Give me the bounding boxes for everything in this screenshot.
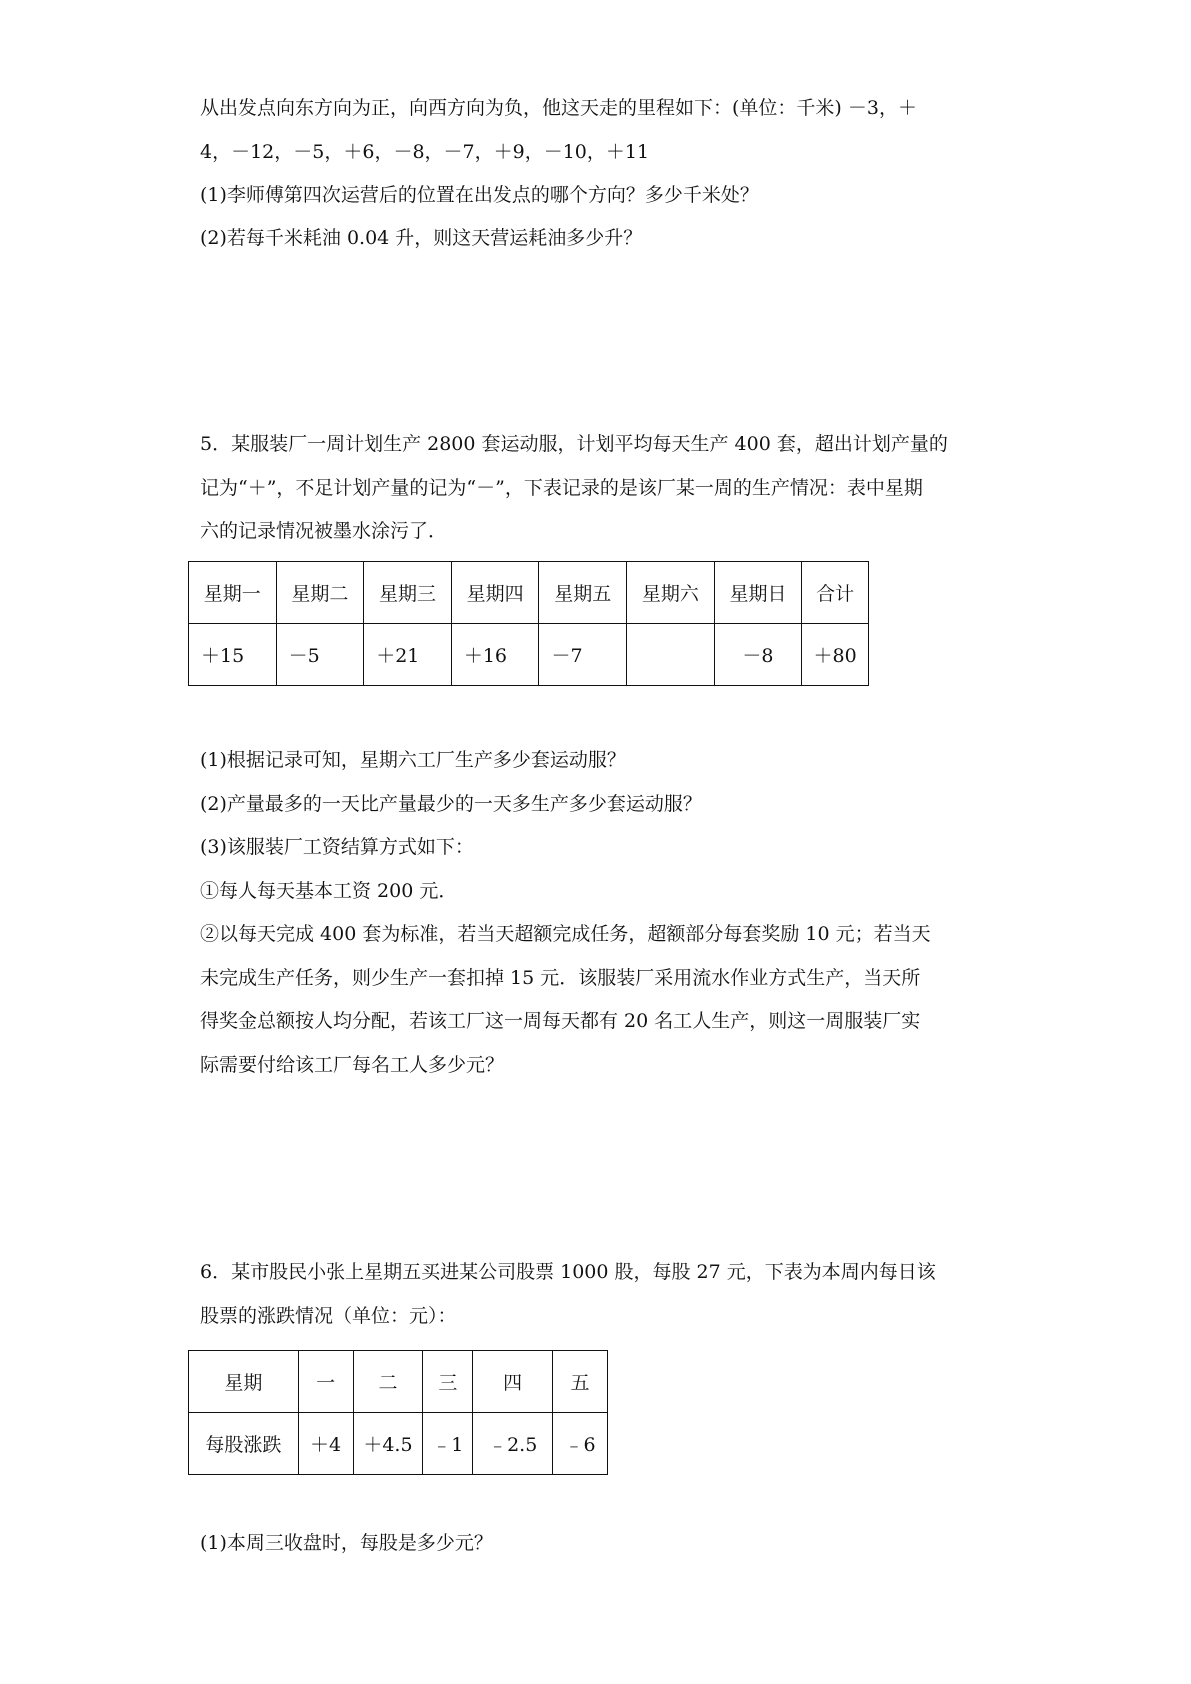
q5-text-line-2: 记为“＋”，不足计划产量的记为“－”，下表记录的是该厂某一周的生产情况：表中星期	[200, 477, 923, 499]
q5-table-header-row	[189, 562, 869, 624]
q5-value-cell: ＋15	[189, 624, 277, 686]
q6-day-cell: 二	[353, 1351, 423, 1413]
q5-header-cell: 星期三	[364, 562, 452, 624]
q5-value-cell: －5	[276, 624, 364, 686]
q5-value-cell: ＋21	[364, 624, 452, 686]
q6-table-day-row	[189, 1351, 608, 1413]
q6-change-cell: ＋4.5	[353, 1413, 423, 1475]
q5-subquestion-3: (3)该服装厂工资结算方式如下：	[200, 836, 474, 858]
q6-change-cell: ﹣2.5	[473, 1413, 553, 1475]
q6-text-line-1: 6．某市股民小张上星期五买进某公司股票 1000 股，每股 27 元，下表为本周内每日该	[200, 1261, 936, 1283]
q4-text-line-2: 4，－12，－5，＋6，－8，－7，＋9，－10，＋11	[200, 141, 650, 163]
q6-stock-table	[188, 1350, 608, 1475]
q5-rule-2-line-1: ②以每天完成 400 套为标准，若当天超额完成任务，超额部分每套奖励 10 元；若当天	[200, 923, 931, 945]
q5-production-table	[188, 561, 869, 686]
q6-change-cell: ﹣1	[423, 1413, 473, 1475]
q6-text-line-2: 股票的涨跌情况（单位：元）：	[200, 1305, 457, 1327]
q5-header-cell: 星期五	[539, 562, 627, 624]
q5-table-value-row	[189, 624, 869, 686]
q5-text-line-1: 5．某服装厂一周计划生产 2800 套运动服，计划平均每天生产 400 套，超出计划产量的	[200, 433, 948, 455]
q5-value-cell-blank	[627, 624, 715, 686]
q5-value-cell: ＋80	[802, 624, 869, 686]
q6-change-cell: ﹣6	[553, 1413, 608, 1475]
q5-subquestion-1: (1)根据记录可知，星期六工厂生产多少套运动服？	[200, 749, 626, 771]
q5-subquestion-2: (2)产量最多的一天比产量最少的一天多生产多少套运动服？	[200, 793, 702, 815]
q6-day-cell: 四	[473, 1351, 553, 1413]
q5-header-cell: 星期四	[451, 562, 539, 624]
q6-day-cell: 五	[553, 1351, 608, 1413]
q6-subquestion-1: (1)本周三收盘时，每股是多少元？	[200, 1532, 493, 1554]
q6-table-change-row	[189, 1413, 608, 1475]
q5-header-cell: 星期六	[627, 562, 715, 624]
q4-subquestion-2: (2)若每千米耗油 0.04 升，则这天营运耗油多少升？	[200, 227, 643, 249]
q5-rule-2-line-2: 未完成生产任务，则少生产一套扣掉 15 元．该服装厂采用流水作业方式生产，当天所	[200, 967, 921, 989]
q5-value-cell: －8	[714, 624, 802, 686]
q4-text-line-1: 从出发点向东方向为正，向西方向为负，他这天走的里程如下：(单位：千米) －3，＋	[200, 97, 917, 119]
q6-row-label: 每股涨跌	[189, 1413, 299, 1475]
q6-change-cell: ＋4	[298, 1413, 353, 1475]
q5-value-cell: ＋16	[451, 624, 539, 686]
q6-day-cell: 一	[298, 1351, 353, 1413]
q5-header-cell: 星期一	[189, 562, 277, 624]
q5-rule-1: ①每人每天基本工资 200 元．	[200, 880, 458, 902]
q6-day-cell: 三	[423, 1351, 473, 1413]
q5-rule-2-line-3: 得奖金总额按人均分配，若该工厂这一周每天都有 20 名工人生产，则这一周服装厂实	[200, 1010, 921, 1032]
q4-subquestion-1: (1)李师傅第四次运营后的位置在出发点的哪个方向？多少千米处？	[200, 184, 759, 206]
q5-rule-2-line-4: 际需要付给该工厂每名工人多少元？	[200, 1054, 505, 1076]
q5-value-cell: －7	[539, 624, 627, 686]
q6-row-label: 星期	[189, 1351, 299, 1413]
q5-text-line-3: 六的记录情况被墨水涂污了．	[200, 520, 448, 542]
q5-header-cell: 合计	[802, 562, 869, 624]
q5-header-cell: 星期二	[276, 562, 364, 624]
q5-header-cell: 星期日	[714, 562, 802, 624]
